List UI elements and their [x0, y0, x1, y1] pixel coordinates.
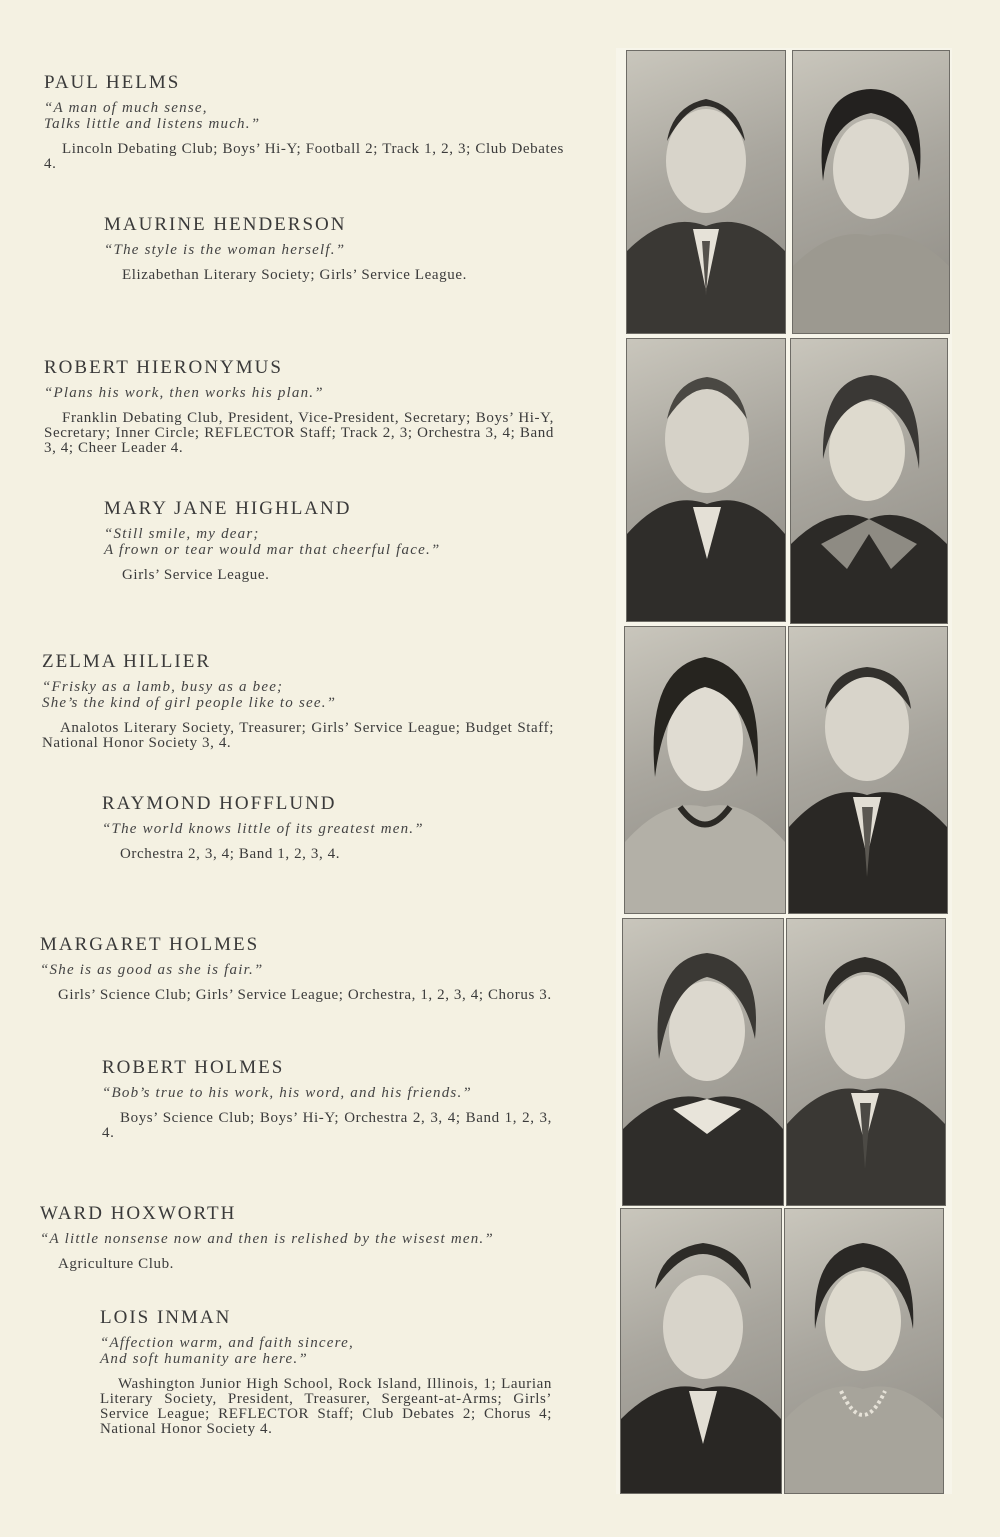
senior-name: ZELMA HILLIER	[42, 651, 212, 672]
senior-name: MARY JANE HIGHLAND	[104, 498, 352, 519]
senior-name: PAUL HELMS	[44, 72, 181, 93]
senior-name: LOIS INMAN	[100, 1307, 232, 1328]
senior-name: WARD HOXWORTH	[40, 1203, 237, 1224]
senior-entry	[104, 214, 554, 283]
senior-name: ROBERT HOLMES	[102, 1057, 285, 1078]
portrait-photo	[626, 50, 786, 334]
senior-activities: Lincoln Debating Club; Boys’ Hi-Y; Football 2; Track 1, 2, 3; Club Debates 4.	[44, 141, 564, 172]
senior-entry	[40, 934, 554, 1003]
senior-quote: “The world knows little of its greatest men.”	[102, 821, 424, 837]
senior-activities: Girls’ Service League.	[122, 567, 270, 583]
senior-quote: “Affection warm, and faith sincere, And soft humanity are here.”	[100, 1335, 354, 1367]
portrait-photo	[784, 1208, 944, 1494]
portrait-photo	[626, 338, 786, 622]
portrait-photo	[790, 338, 948, 624]
senior-entry	[44, 357, 554, 456]
portrait-column	[616, 48, 952, 1494]
senior-entry	[42, 651, 554, 751]
senior-quote: “Still smile, my dear; A frown or tear would mar that cheerful face.”	[104, 526, 441, 558]
senior-quote: “A little nonsense now and then is relished by the wisest men.”	[40, 1231, 494, 1247]
senior-activities: Agriculture Club.	[58, 1256, 175, 1272]
portrait-photo	[792, 50, 950, 334]
senior-activities: Franklin Debating Club, President, Vice-President, Secretary; Boys’ Hi-Y, Secretary; Inner Circle; REFLECTOR Staff; Track 2, 3; Orchestra 3, 4; Band 3, 4; Cheer Leader 4.	[44, 410, 554, 456]
senior-name: MARGARET HOLMES	[40, 934, 260, 955]
senior-entry	[102, 1057, 552, 1141]
senior-quote: “Frisky as a lamb, busy as a bee; She’s the kind of girl people like to see.”	[42, 679, 337, 711]
senior-entry	[104, 498, 554, 583]
portrait-photo	[620, 1208, 782, 1494]
senior-name: RAYMOND HOFFLUND	[102, 793, 337, 814]
senior-entry	[44, 72, 564, 172]
senior-name: MAURINE HENDERSON	[104, 214, 347, 235]
portrait-photo	[788, 626, 948, 914]
senior-name: ROBERT HIERONYMUS	[44, 357, 283, 378]
portrait-photo	[624, 626, 786, 914]
senior-activities: Washington Junior High School, Rock Island, Illinois, 1; Laurian Literary Society, President, Treasurer, Sergeant-at-Arms; Girls’ Service League; REFLECTOR Staff; Club Debates 2; Chorus 4; National Honor Society 4.	[100, 1376, 552, 1437]
senior-entry	[40, 1203, 552, 1272]
senior-activities: Girls’ Science Club; Girls’ Service League; Orchestra, 1, 2, 3, 4; Chorus 3.	[58, 987, 552, 1003]
senior-entry	[100, 1307, 552, 1437]
senior-quote: “Bob’s true to his work, his word, and his friends.”	[102, 1085, 472, 1101]
senior-quote: “The style is the woman herself.”	[104, 242, 346, 258]
senior-entry	[102, 793, 552, 862]
senior-quote: “Plans his work, then works his plan.”	[44, 385, 324, 401]
senior-activities: Orchestra 2, 3, 4; Band 1, 2, 3, 4.	[120, 846, 341, 862]
senior-quote: “She is as good as she is fair.”	[40, 962, 264, 978]
senior-activities: Boys’ Science Club; Boys’ Hi-Y; Orchestra 2, 3, 4; Band 1, 2, 3, 4.	[102, 1110, 552, 1141]
portrait-photo	[786, 918, 946, 1206]
senior-activities: Analotos Literary Society, Treasurer; Girls’ Service League; Budget Staff; National Honor Society 3, 4.	[42, 720, 554, 751]
senior-activities: Elizabethan Literary Society; Girls’ Service League.	[122, 267, 467, 283]
portrait-photo	[622, 918, 784, 1206]
senior-quote: “A man of much sense, Talks little and listens much.”	[44, 100, 261, 132]
